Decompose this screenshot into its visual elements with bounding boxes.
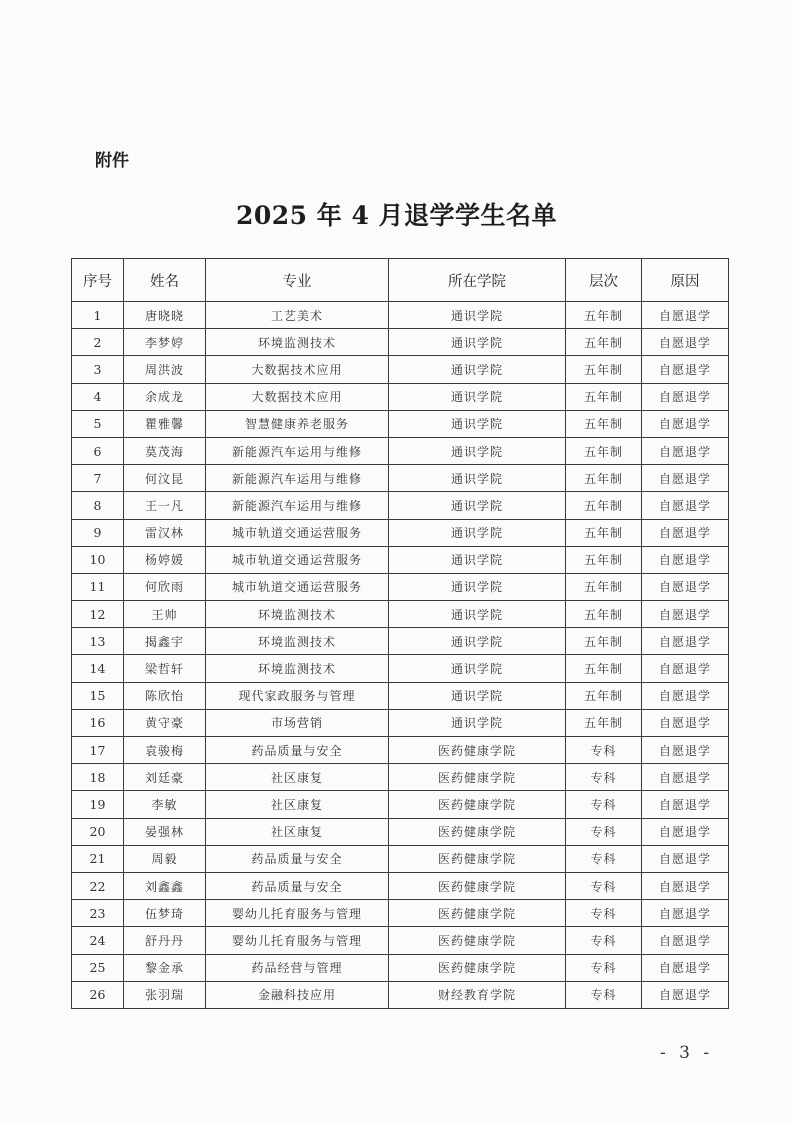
cell-index: 5 [72, 410, 124, 437]
cell-index: 10 [72, 546, 124, 573]
cell-index: 15 [72, 682, 124, 709]
cell-reason: 自愿退学 [642, 519, 729, 546]
cell-name: 李梦婷 [124, 329, 206, 356]
cell-index: 6 [72, 437, 124, 464]
cell-reason: 自愿退学 [642, 737, 729, 764]
cell-name: 唐晓晓 [124, 302, 206, 329]
cell-reason: 自愿退学 [642, 410, 729, 437]
cell-reason: 自愿退学 [642, 845, 729, 872]
cell-reason: 自愿退学 [642, 954, 729, 981]
cell-name: 余成龙 [124, 383, 206, 410]
cell-index: 22 [72, 872, 124, 899]
cell-level: 专科 [566, 900, 642, 927]
cell-major: 城市轨道交通运营服务 [206, 546, 389, 573]
cell-index: 25 [72, 954, 124, 981]
cell-college: 医药健康学院 [389, 845, 566, 872]
cell-reason: 自愿退学 [642, 329, 729, 356]
cell-level: 五年制 [566, 519, 642, 546]
table-row [72, 900, 729, 927]
cell-major: 药品质量与安全 [206, 872, 389, 899]
cell-level: 五年制 [566, 709, 642, 736]
cell-college: 通识学院 [389, 383, 566, 410]
cell-college: 通识学院 [389, 329, 566, 356]
cell-name: 何欣雨 [124, 573, 206, 600]
table-row [72, 845, 729, 872]
table-row [72, 546, 729, 573]
cell-major: 环境监测技术 [206, 628, 389, 655]
cell-major: 婴幼儿托育服务与管理 [206, 927, 389, 954]
cell-name: 揭鑫宇 [124, 628, 206, 655]
cell-reason: 自愿退学 [642, 764, 729, 791]
cell-name: 王一凡 [124, 492, 206, 519]
column-header-index: 序号 [72, 259, 124, 302]
cell-level: 五年制 [566, 465, 642, 492]
column-header-name: 姓名 [124, 259, 206, 302]
cell-reason: 自愿退学 [642, 655, 729, 682]
cell-major: 工艺美术 [206, 302, 389, 329]
cell-reason: 自愿退学 [642, 872, 729, 899]
cell-major: 智慧健康养老服务 [206, 410, 389, 437]
cell-name: 黄守豪 [124, 709, 206, 736]
cell-index: 14 [72, 655, 124, 682]
cell-level: 五年制 [566, 628, 642, 655]
cell-reason: 自愿退学 [642, 791, 729, 818]
table-row [72, 601, 729, 628]
cell-name: 刘廷豪 [124, 764, 206, 791]
cell-reason: 自愿退学 [642, 546, 729, 573]
cell-college: 通识学院 [389, 601, 566, 628]
cell-name: 周洪波 [124, 356, 206, 383]
table-body [72, 302, 729, 1009]
cell-index: 26 [72, 981, 124, 1008]
cell-reason: 自愿退学 [642, 302, 729, 329]
table-header-row [72, 259, 729, 302]
table-row [72, 383, 729, 410]
table-row [72, 356, 729, 383]
cell-index: 3 [72, 356, 124, 383]
cell-level: 五年制 [566, 601, 642, 628]
cell-college: 通识学院 [389, 519, 566, 546]
cell-name: 周毅 [124, 845, 206, 872]
cell-college: 医药健康学院 [389, 872, 566, 899]
cell-reason: 自愿退学 [642, 437, 729, 464]
cell-level: 专科 [566, 764, 642, 791]
cell-level: 专科 [566, 791, 642, 818]
cell-name: 刘鑫鑫 [124, 872, 206, 899]
cell-major: 婴幼儿托育服务与管理 [206, 900, 389, 927]
cell-index: 4 [72, 383, 124, 410]
cell-college: 通识学院 [389, 356, 566, 383]
cell-college: 通识学院 [389, 302, 566, 329]
table-row [72, 764, 729, 791]
cell-college: 医药健康学院 [389, 954, 566, 981]
column-header-college: 所在学院 [389, 259, 566, 302]
cell-name: 张羽瑞 [124, 981, 206, 1008]
table-row [72, 872, 729, 899]
table-row [72, 628, 729, 655]
cell-level: 五年制 [566, 655, 642, 682]
cell-level: 专科 [566, 737, 642, 764]
column-header-reason: 原因 [642, 259, 729, 302]
cell-college: 通识学院 [389, 573, 566, 600]
table-row [72, 492, 729, 519]
cell-name: 黎金承 [124, 954, 206, 981]
table-row [72, 465, 729, 492]
withdrawn-students-table [71, 258, 729, 1009]
cell-major: 药品质量与安全 [206, 737, 389, 764]
cell-level: 专科 [566, 845, 642, 872]
table-row [72, 981, 729, 1008]
cell-level: 五年制 [566, 410, 642, 437]
cell-major: 新能源汽车运用与维修 [206, 437, 389, 464]
cell-major: 金融科技应用 [206, 981, 389, 1008]
cell-level: 五年制 [566, 573, 642, 600]
cell-name: 梁哲轩 [124, 655, 206, 682]
cell-level: 五年制 [566, 383, 642, 410]
cell-level: 五年制 [566, 302, 642, 329]
table-row [72, 519, 729, 546]
cell-index: 13 [72, 628, 124, 655]
cell-index: 18 [72, 764, 124, 791]
cell-level: 五年制 [566, 356, 642, 383]
cell-reason: 自愿退学 [642, 628, 729, 655]
cell-index: 2 [72, 329, 124, 356]
cell-college: 医药健康学院 [389, 791, 566, 818]
cell-level: 五年制 [566, 437, 642, 464]
cell-reason: 自愿退学 [642, 465, 729, 492]
cell-reason: 自愿退学 [642, 682, 729, 709]
cell-level: 专科 [566, 872, 642, 899]
cell-index: 23 [72, 900, 124, 927]
cell-level: 五年制 [566, 546, 642, 573]
cell-reason: 自愿退学 [642, 356, 729, 383]
cell-college: 通识学院 [389, 410, 566, 437]
cell-reason: 自愿退学 [642, 709, 729, 736]
cell-reason: 自愿退学 [642, 927, 729, 954]
cell-college: 通识学院 [389, 682, 566, 709]
table-row [72, 410, 729, 437]
cell-major: 市场营销 [206, 709, 389, 736]
cell-college: 医药健康学院 [389, 927, 566, 954]
cell-name: 伍梦琦 [124, 900, 206, 927]
column-header-level: 层次 [566, 259, 642, 302]
page-title: 2025 年 4 月退学学生名单 [235, 201, 558, 230]
cell-major: 新能源汽车运用与维修 [206, 492, 389, 519]
cell-major: 社区康复 [206, 791, 389, 818]
cell-reason: 自愿退学 [642, 818, 729, 845]
cell-index: 12 [72, 601, 124, 628]
cell-index: 24 [72, 927, 124, 954]
cell-college: 通识学院 [389, 465, 566, 492]
cell-level: 专科 [566, 954, 642, 981]
cell-reason: 自愿退学 [642, 900, 729, 927]
table-row [72, 682, 729, 709]
page-number: - 3 - [660, 1043, 714, 1063]
cell-college: 通识学院 [389, 492, 566, 519]
cell-college: 财经教育学院 [389, 981, 566, 1008]
cell-college: 医药健康学院 [389, 818, 566, 845]
table-row [72, 573, 729, 600]
column-header-major: 专业 [206, 259, 389, 302]
cell-name: 雷汉林 [124, 519, 206, 546]
cell-name: 李敏 [124, 791, 206, 818]
cell-index: 21 [72, 845, 124, 872]
cell-reason: 自愿退学 [642, 981, 729, 1008]
cell-name: 瞿雅馨 [124, 410, 206, 437]
cell-index: 8 [72, 492, 124, 519]
table-row [72, 437, 729, 464]
cell-level: 专科 [566, 818, 642, 845]
cell-major: 大数据技术应用 [206, 356, 389, 383]
cell-name: 莫茂海 [124, 437, 206, 464]
cell-college: 医药健康学院 [389, 764, 566, 791]
cell-major: 环境监测技术 [206, 601, 389, 628]
cell-college: 通识学院 [389, 655, 566, 682]
table-row [72, 818, 729, 845]
cell-index: 9 [72, 519, 124, 546]
cell-index: 19 [72, 791, 124, 818]
table-row [72, 954, 729, 981]
cell-level: 专科 [566, 927, 642, 954]
attachment-label: 附件 [95, 151, 129, 171]
cell-level: 专科 [566, 981, 642, 1008]
cell-major: 环境监测技术 [206, 655, 389, 682]
cell-major: 新能源汽车运用与维修 [206, 465, 389, 492]
table-row [72, 329, 729, 356]
cell-reason: 自愿退学 [642, 492, 729, 519]
cell-major: 环境监测技术 [206, 329, 389, 356]
cell-college: 通识学院 [389, 628, 566, 655]
cell-index: 1 [72, 302, 124, 329]
cell-name: 舒丹丹 [124, 927, 206, 954]
table-row [72, 655, 729, 682]
cell-college: 通识学院 [389, 709, 566, 736]
table-row [72, 709, 729, 736]
cell-major: 城市轨道交通运营服务 [206, 519, 389, 546]
cell-index: 17 [72, 737, 124, 764]
cell-name: 陈欣怡 [124, 682, 206, 709]
cell-level: 五年制 [566, 492, 642, 519]
cell-major: 大数据技术应用 [206, 383, 389, 410]
cell-major: 社区康复 [206, 818, 389, 845]
cell-name: 杨婷媛 [124, 546, 206, 573]
cell-index: 7 [72, 465, 124, 492]
cell-reason: 自愿退学 [642, 383, 729, 410]
cell-major: 现代家政服务与管理 [206, 682, 389, 709]
cell-name: 何汶昆 [124, 465, 206, 492]
cell-index: 16 [72, 709, 124, 736]
table-row [72, 791, 729, 818]
cell-major: 药品质量与安全 [206, 845, 389, 872]
cell-college: 医药健康学院 [389, 737, 566, 764]
cell-level: 五年制 [566, 329, 642, 356]
cell-major: 社区康复 [206, 764, 389, 791]
cell-name: 晏强林 [124, 818, 206, 845]
cell-college: 通识学院 [389, 546, 566, 573]
table-row [72, 302, 729, 329]
cell-reason: 自愿退学 [642, 573, 729, 600]
cell-major: 城市轨道交通运营服务 [206, 573, 389, 600]
cell-index: 20 [72, 818, 124, 845]
cell-index: 11 [72, 573, 124, 600]
cell-major: 药品经营与管理 [206, 954, 389, 981]
table-row [72, 927, 729, 954]
cell-reason: 自愿退学 [642, 601, 729, 628]
cell-college: 通识学院 [389, 437, 566, 464]
cell-name: 袁骏梅 [124, 737, 206, 764]
table-row [72, 737, 729, 764]
cell-name: 王帅 [124, 601, 206, 628]
cell-college: 医药健康学院 [389, 900, 566, 927]
cell-level: 五年制 [566, 682, 642, 709]
